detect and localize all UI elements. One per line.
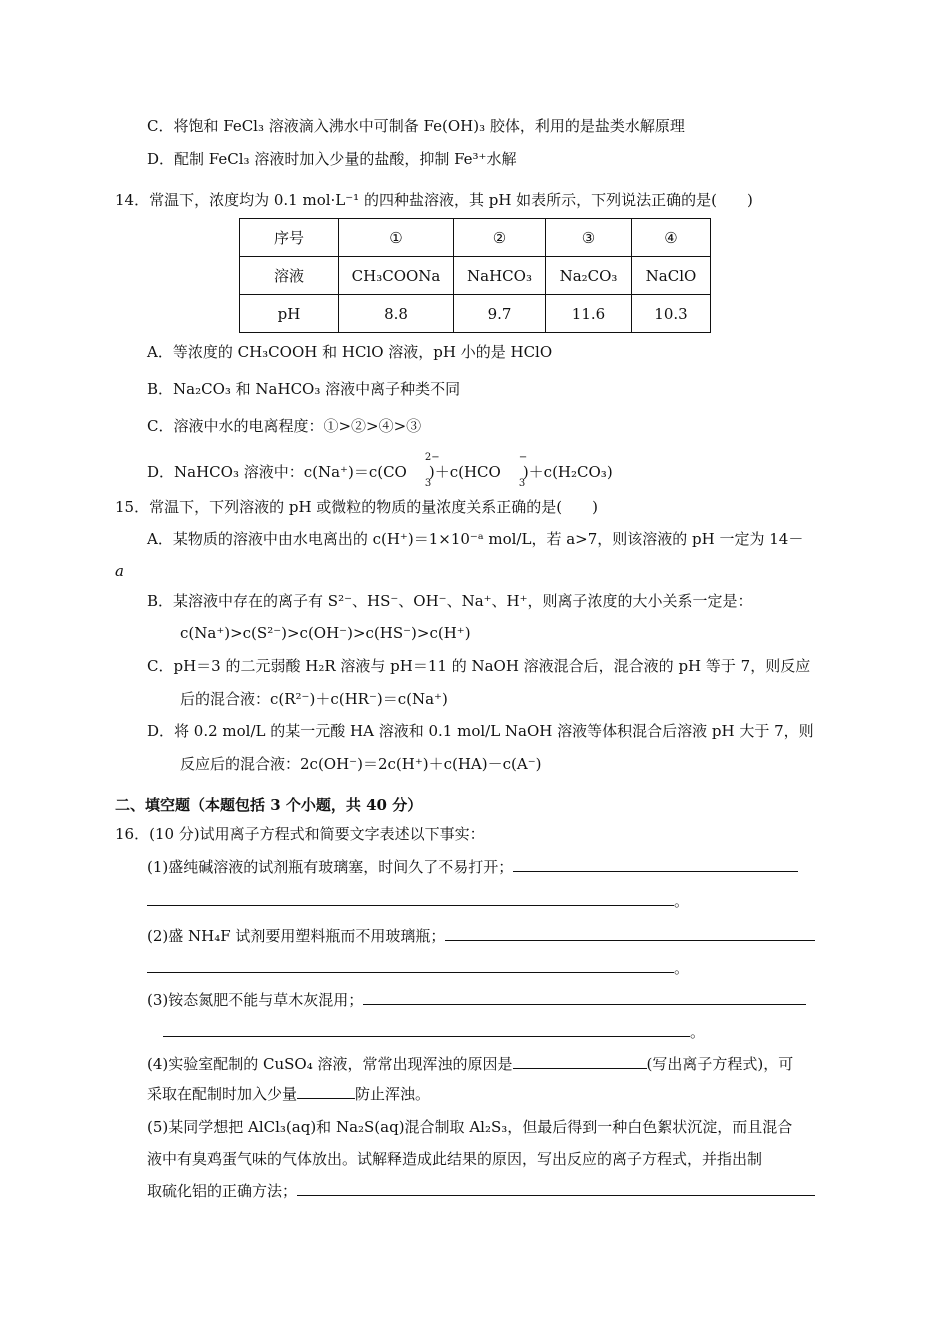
q16-part3 bbox=[147, 990, 806, 1010]
q15-option-a-cont: a bbox=[115, 562, 124, 580]
q16-part4 bbox=[147, 1054, 793, 1074]
q15-option-b-cont: c(Na⁺)>c(S²⁻)>c(OH⁻)>c(HS⁻)>c(H⁺) bbox=[180, 624, 471, 642]
answer-blank[interactable] bbox=[513, 1054, 647, 1069]
q13-option-d: D．配制 FeCl₃ 溶液时加入少量的盐酸，抑制 Fe³⁺水解 bbox=[147, 150, 517, 168]
table-cell: 11.6 bbox=[546, 295, 632, 333]
q14-d-sup1: 2− bbox=[424, 452, 440, 463]
table-cell: ④ bbox=[632, 219, 711, 257]
answer-blank[interactable] bbox=[513, 857, 798, 872]
q16-part3-line2 bbox=[163, 1022, 705, 1042]
q15-option-c-cont: 后的混合液：c(R²⁻)＋c(HR⁻)＝c(Na⁺) bbox=[180, 690, 448, 708]
table-cell: ① bbox=[339, 219, 454, 257]
period: 。 bbox=[690, 1023, 706, 1041]
q16-part4-text-d: 防止浑浊。 bbox=[355, 1085, 431, 1103]
q16-part2-line2 bbox=[147, 958, 689, 978]
q15-option-c: C．pH＝3 的二元弱酸 H₂R 溶液与 pH＝11 的 NaOH 溶液混合后，混合液的 pH 等于 7，则反应 bbox=[147, 657, 811, 675]
table-cell: ③ bbox=[546, 219, 632, 257]
q14-option-a: A．等浓度的 CH₃COOH 和 HClO 溶液，pH 小的是 HClO bbox=[147, 343, 553, 361]
answer-blank[interactable] bbox=[297, 1181, 815, 1196]
table-cell: 10.3 bbox=[632, 295, 711, 333]
q15-option-d-cont: 反应后的混合液：2c(OH⁻)＝2c(H⁺)＋c(HA)－c(A⁻) bbox=[180, 755, 542, 773]
q14-option-d bbox=[147, 452, 613, 489]
table-cell: 序号 bbox=[240, 219, 339, 257]
q14-d-prefix: D．NaHCO₃ 溶液中：c(Na⁺)＝c(CO bbox=[147, 463, 407, 481]
table-row bbox=[240, 295, 711, 333]
answer-blank[interactable] bbox=[163, 1022, 690, 1037]
q16-part2 bbox=[147, 926, 815, 946]
q15-option-d: D．将 0.2 mol/L 的某一元酸 HA 溶液和 0.1 mol/L NaOH 溶液等体积混合后溶液 pH 大于 7，则 bbox=[147, 722, 814, 740]
q16-part4-text-b: (写出离子方程式)，可 bbox=[646, 1055, 794, 1073]
answer-blank[interactable] bbox=[297, 1084, 355, 1099]
answer-blank[interactable] bbox=[147, 891, 674, 906]
q14-d-mid: )＋c(HCO bbox=[428, 463, 501, 481]
answer-blank[interactable] bbox=[147, 958, 674, 973]
q15-stem: 15．常温下，下列溶液的 pH 或微粒的物质的量浓度关系正确的是( ) bbox=[115, 498, 599, 516]
period: 。 bbox=[674, 892, 690, 910]
q14-option-c: C．溶液中水的电离程度：①>②>④>③ bbox=[147, 417, 422, 435]
q16-part1-line2 bbox=[147, 891, 689, 911]
table-cell: pH bbox=[240, 295, 339, 333]
table-cell: CH₃COONa bbox=[339, 257, 454, 295]
q16-part1-text: (1)盛纯碱溶液的试剂瓶有玻璃塞，时间久了不易打开； bbox=[147, 858, 514, 876]
q16-part2-text: (2)盛 NH₄F 试剂要用塑料瓶而不用玻璃瓶； bbox=[147, 927, 446, 945]
period: 。 bbox=[674, 959, 690, 977]
q16-part5: (5)某同学想把 AlCl₃(aq)和 Na₂S(aq)混合制取 Al₂S₃，但最后得到一种白色絮状沉淀，而且混合 bbox=[147, 1118, 793, 1136]
section-title: 二、填空题（本题包括 3 个小题，共 40 分） bbox=[115, 796, 423, 814]
q16-part5-line3 bbox=[147, 1181, 815, 1201]
table-cell: 8.8 bbox=[339, 295, 454, 333]
ph-table bbox=[239, 218, 711, 333]
q14-stem: 14．常温下，浓度均为 0.1 mol·L⁻¹ 的四种盐溶液，其 pH 如表所示，下列说法正确的是( ) bbox=[115, 191, 753, 209]
table-cell: NaHCO₃ bbox=[454, 257, 546, 295]
q15-option-b: B．某溶液中存在的离子有 S²⁻、HS⁻、OH⁻、Na⁺、H⁺，则离子浓度的大小关系一定是： bbox=[147, 592, 753, 610]
table-row bbox=[240, 257, 711, 295]
q16-stem: 16．(10 分)试用离子方程式和简要文字表述以下事实： bbox=[115, 825, 485, 843]
q13-option-c: C．将饱和 FeCl₃ 溶液滴入沸水中可制备 Fe(OH)₃ 胶体，利用的是盐类水解原理 bbox=[147, 117, 685, 135]
q15-option-a: A．某物质的溶液中由水电离出的 c(H⁺)＝1×10⁻ᵃ mol/L，若 a>7，则该溶液的 pH 一定为 14－ bbox=[147, 530, 804, 548]
q14-d-sub2: 3 bbox=[518, 478, 526, 489]
q16-part3-text: (3)铵态氮肥不能与草木灰混用； bbox=[147, 991, 364, 1009]
q14-d-sup2: − bbox=[518, 452, 528, 463]
table-cell: NaClO bbox=[632, 257, 711, 295]
q16-part5-line2: 液中有臭鸡蛋气味的气体放出。试解释造成此结果的原因，写出反应的离子方程式，并指出制 bbox=[147, 1150, 763, 1168]
table-cell: 9.7 bbox=[454, 295, 546, 333]
q14-d-suffix: )＋c(H₂CO₃) bbox=[522, 463, 613, 481]
answer-blank[interactable] bbox=[363, 990, 806, 1005]
q16-part1 bbox=[147, 857, 798, 877]
q14-option-b: B．Na₂CO₃ 和 NaHCO₃ 溶液中离子种类不同 bbox=[147, 380, 461, 398]
q16-part4-text-c: 采取在配制时加入少量 bbox=[147, 1085, 298, 1103]
q16-part4-line2 bbox=[147, 1084, 430, 1104]
table-cell: ② bbox=[454, 219, 546, 257]
answer-blank[interactable] bbox=[445, 926, 815, 941]
table-cell: 溶液 bbox=[240, 257, 339, 295]
q16-part4-text-a: (4)实验室配制的 CuSO₄ 溶液，常常出现浑浊的原因是 bbox=[147, 1055, 513, 1073]
q14-d-sub1: 3 bbox=[424, 478, 432, 489]
table-header-row bbox=[240, 219, 711, 257]
q16-part5-text-c: 取硫化铝的正确方法； bbox=[147, 1182, 298, 1200]
table-cell: Na₂CO₃ bbox=[546, 257, 632, 295]
